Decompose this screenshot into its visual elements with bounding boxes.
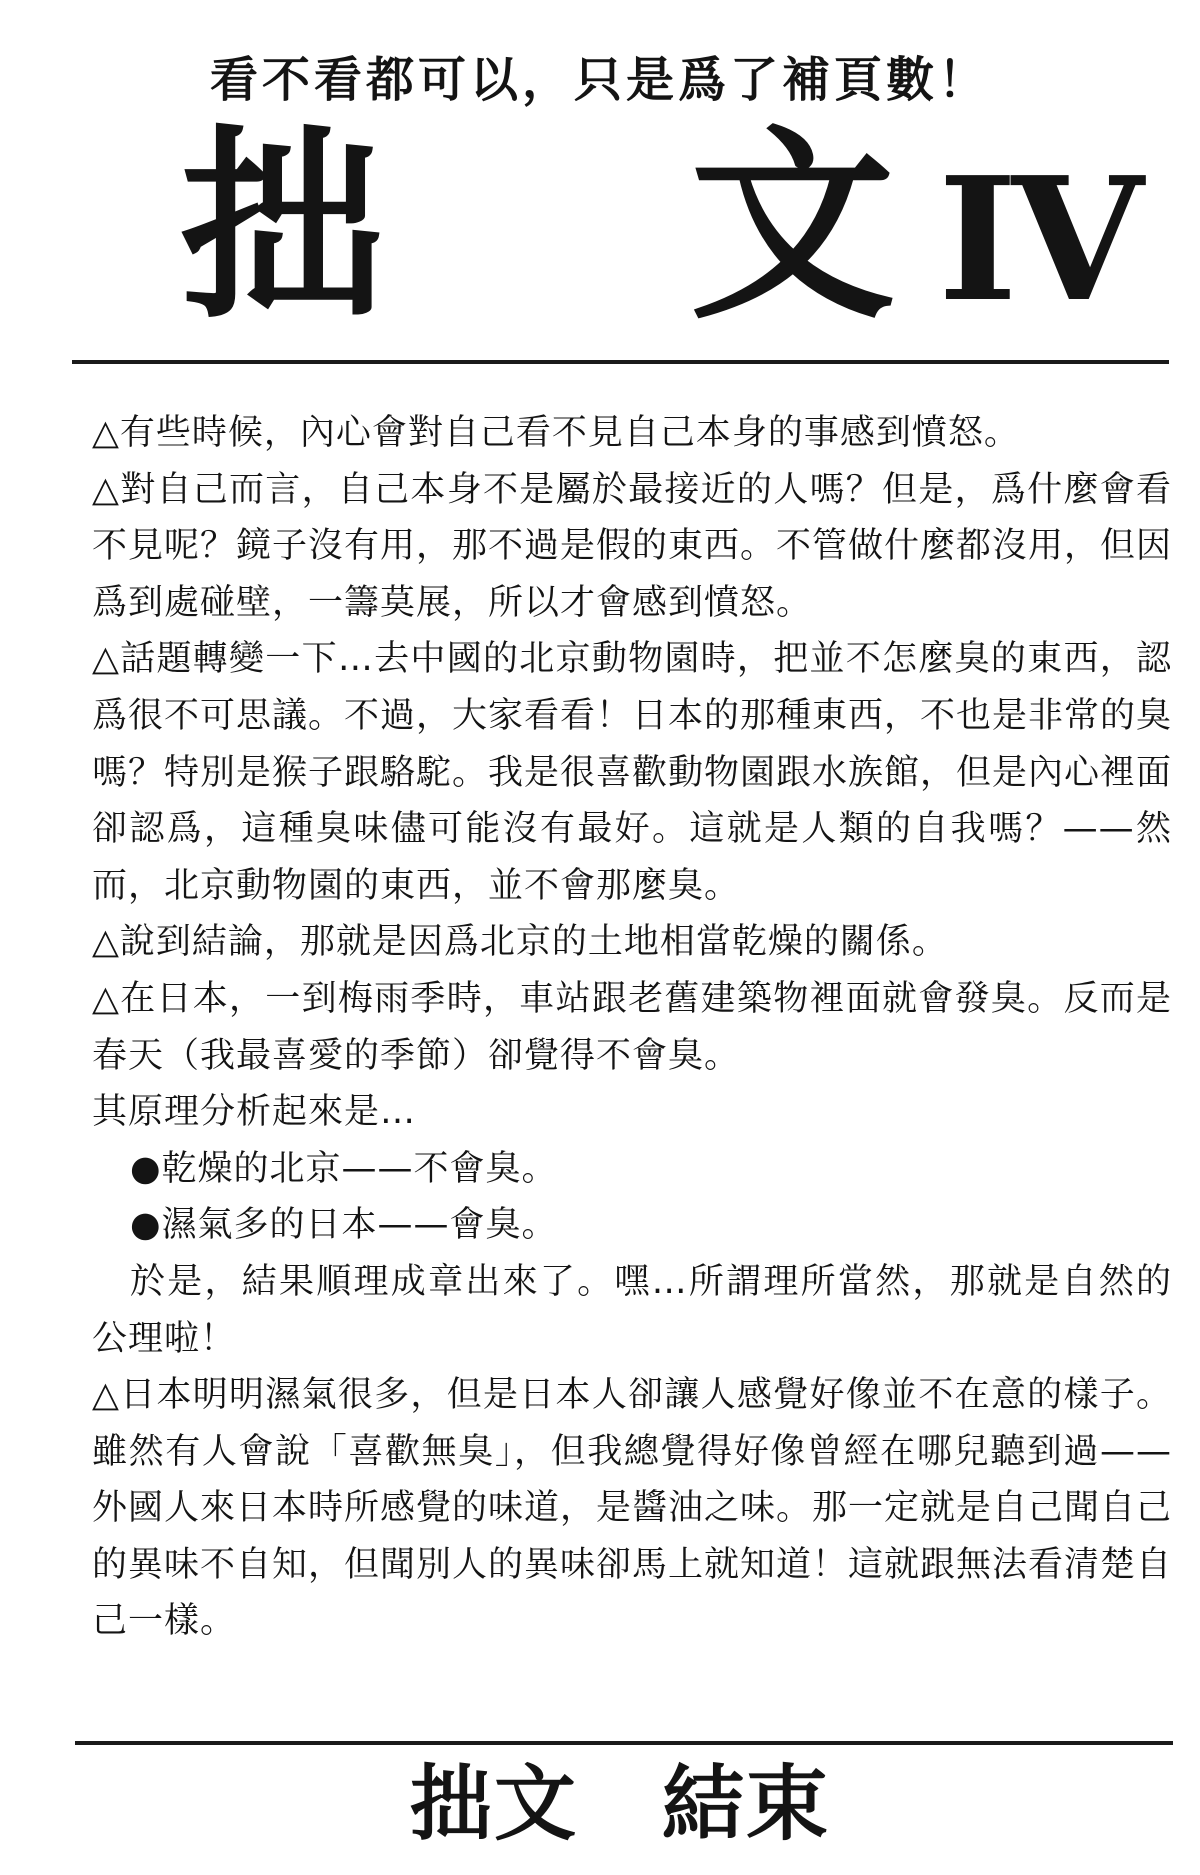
- paragraph-5: △在日本，一到梅雨季時，車站跟老舊建築物裡面就會發臭。反而是春天（我最喜愛的季節）卻覺得不會臭。: [92, 978, 1172, 1076]
- paragraph-8: △日本明明濕氣很多，但是日本人卻讓人感覺好像並不在意的樣子。雖然有人會說「喜歡無臭」，但我總覺得好像曾經在哪兒聽到過——外國人來日本時所感覺的味道，是醬油之味。那一定就是自己聞自己的異味不自知，但聞別人的異味卻馬上就知道！這就跟無法看清楚自己一樣。: [92, 1375, 1173, 1642]
- title-roman-numeral: IV: [938, 140, 1138, 340]
- bottom-divider: [75, 1741, 1173, 1745]
- title-char-1: 拙: [180, 109, 385, 347]
- top-divider: [72, 360, 1169, 364]
- subtitle: 看不看都可以，只是爲了補頁數！: [209, 52, 990, 108]
- footer-end-text: 拙文 結束: [409, 1757, 830, 1852]
- title-char-2: 文: [690, 109, 895, 347]
- paragraph-6: 其原理分析起來是…: [92, 1092, 417, 1133]
- bullet-item-1: ●乾燥的北京——不會臭。: [130, 1148, 558, 1189]
- paragraph-1: △有些時候，內心會對自己看不見自己本身的事感到憤怒。: [92, 413, 1020, 453]
- body-text: [92, 405, 1172, 1650]
- paragraph-3: △話題轉變一下…去中國的北京動物園時，把並不怎麼臭的東西，認爲很不可思議。不過，大家看看！日本的那種東西，不也是非常的臭嗎？特別是猴子跟駱駝。我是很喜歡動物園跟水族館，但是內心裡面卻認爲，這種臭味儘可能沒有最好。這就是人類的自我嗎？——然而，北京動物園的東西，並不會那麼臭。: [92, 639, 1173, 906]
- bullet-item-2: ●濕氣多的日本——會臭。: [130, 1205, 558, 1246]
- paragraph-2: △對自己而言，自己本身不是屬於最接近的人嗎？但是，爲什麼會看不見呢？鏡子沒有用，那不過是假的東西。不管做什麼都沒用，但因爲到處碰壁，一籌莫展，所以才會感到憤怒。: [92, 469, 1173, 623]
- paragraph-4: △說到結論，那就是因爲北京的土地相當乾燥的關係。: [92, 922, 948, 963]
- paragraph-7: 於是，結果順理成章出來了。嘿…所謂理所當然，那就是自然的公理啦！: [92, 1261, 1172, 1359]
